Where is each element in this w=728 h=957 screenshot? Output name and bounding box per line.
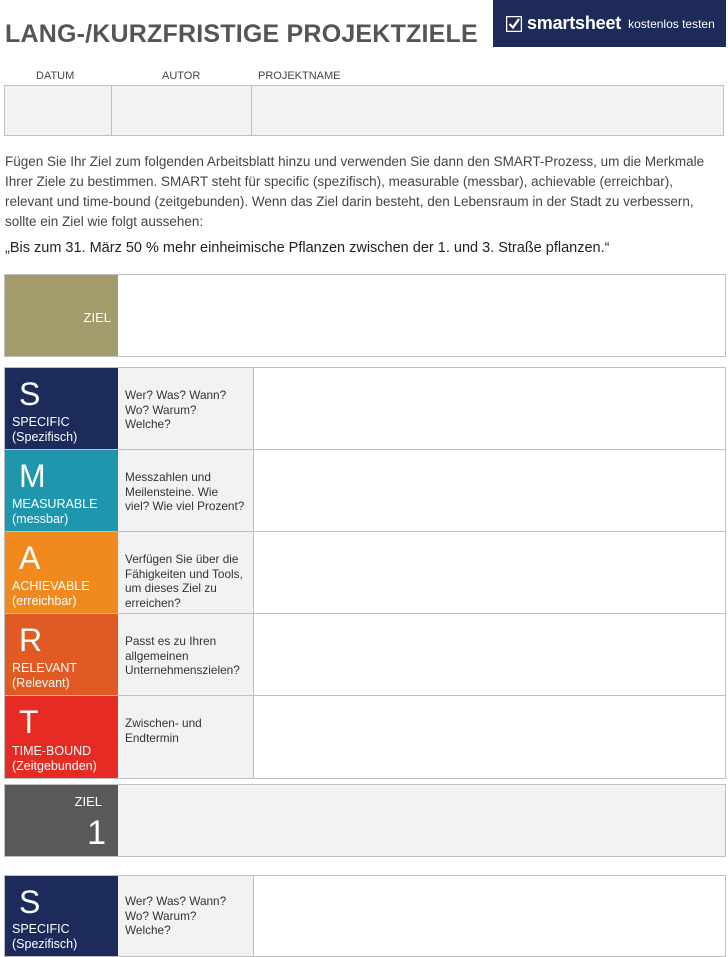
smart-row-measurable xyxy=(5,450,725,532)
word-t-main: TIME-BOUND xyxy=(12,744,92,758)
letter-s-2: S xyxy=(19,884,41,920)
answer-t[interactable] xyxy=(254,696,725,778)
word-r-sub: (Relevant) xyxy=(12,676,70,690)
goal-row xyxy=(4,274,726,357)
answer-a[interactable] xyxy=(254,532,725,613)
date-field[interactable] xyxy=(5,86,112,135)
prompt-m: Messzahlen und Meilensteine. Wie viel? Wie viel Prozent? xyxy=(118,450,254,531)
letter-cell-a xyxy=(5,532,118,613)
letter-cell-s xyxy=(5,368,118,449)
smart-row-specific-2 xyxy=(5,876,725,956)
word-r xyxy=(12,661,77,691)
letter-r: R xyxy=(19,622,43,658)
author-field[interactable] xyxy=(112,86,252,135)
smartsheet-logo-icon xyxy=(506,16,522,32)
smart-table-2 xyxy=(4,875,726,957)
word-a-sub: (erreichbar) xyxy=(12,594,77,608)
answer-s-2[interactable] xyxy=(254,876,725,956)
goal-label: ZIEL xyxy=(83,310,111,325)
smart-row-specific xyxy=(5,368,725,450)
word-m xyxy=(12,497,97,527)
word-t xyxy=(12,744,97,774)
smart-table xyxy=(4,367,726,779)
goal-1-label: ZIEL xyxy=(74,794,102,809)
word-s-sub: (Spezifisch) xyxy=(12,430,78,444)
banner-brand: smartsheet xyxy=(527,13,622,33)
word-a-main: ACHIEVABLE xyxy=(12,579,90,593)
prompt-t: Zwischen- und Endtermin xyxy=(118,696,254,778)
answer-r[interactable] xyxy=(254,614,725,695)
project-name-field[interactable] xyxy=(252,86,723,135)
goal-1-row xyxy=(4,784,726,857)
prompt-s-2: Wer? Was? Wann? Wo? Warum? Welche? xyxy=(118,876,254,956)
letter-t: T xyxy=(19,704,39,740)
smart-row-relevant xyxy=(5,614,725,696)
word-r-main: RELEVANT xyxy=(12,661,78,675)
prompt-r: Passt es zu Ihren allgemeinen Unternehmenszielen? xyxy=(118,614,254,695)
letter-m: M xyxy=(19,458,46,494)
prompt-s: Wer? Was? Wann? Wo? Warum? Welche? xyxy=(118,368,254,449)
goal-1-label-cell xyxy=(5,785,118,856)
letter-cell-t xyxy=(5,696,118,778)
word-s-2-main: SPECIFIC xyxy=(12,922,70,936)
intro-paragraph: Fügen Sie Ihr Ziel zum folgenden Arbeitsblatt hinzu und verwenden Sie dann den SMART-Prozess, um die Merkmale Ihrer Ziele zu bestimmen. SMART steht für specific (spezifisch), measurable (messbar), achievable (erreichbar), relevant und time-bound (zeitgebunden). Wenn das Ziel darin besteht, den Lebensraum in der Stadt zu verbessern, sollte ein Ziel wie folgt aussehen: xyxy=(5,154,705,229)
project-label: PROJEKTNAME xyxy=(258,70,341,82)
author-label: AUTOR xyxy=(162,70,201,82)
word-m-sub: (messbar) xyxy=(12,512,69,526)
date-label: DATUM xyxy=(36,70,75,82)
word-s xyxy=(12,415,77,445)
banner-cta[interactable]: kostenlos testen xyxy=(628,16,715,31)
smartsheet-banner[interactable] xyxy=(493,0,726,47)
letter-cell-m xyxy=(5,450,118,531)
letter-s: S xyxy=(19,376,41,412)
goal-1-number: 1 xyxy=(87,814,106,852)
page-title: LANG-/KURZFRISTIGE PROJEKTZIELE xyxy=(5,20,478,48)
word-s-2-sub: (Spezifisch) xyxy=(12,937,78,951)
word-a xyxy=(12,579,90,609)
answer-m[interactable] xyxy=(254,450,725,531)
letter-cell-s-2 xyxy=(5,876,118,956)
goal-input[interactable] xyxy=(118,275,725,356)
word-s-2 xyxy=(12,922,77,952)
example-goal: „Bis zum 31. März 50 % mehr einheimische Pflanzen zwischen der 1. und 3. Straße pflanzen.“ xyxy=(5,240,610,256)
word-t-sub: (Zeitgebunden) xyxy=(12,759,97,773)
word-m-main: MEASURABLE xyxy=(12,497,98,511)
smart-row-time-bound xyxy=(5,696,725,778)
meta-table xyxy=(4,85,724,136)
answer-s[interactable] xyxy=(254,368,725,449)
smart-row-achievable xyxy=(5,532,725,614)
goal-label-cell xyxy=(5,275,118,356)
goal-1-input[interactable] xyxy=(118,785,725,856)
letter-cell-r xyxy=(5,614,118,695)
word-s-main: SPECIFIC xyxy=(12,415,70,429)
letter-a: A xyxy=(19,540,41,576)
prompt-a: Verfügen Sie über die Fähigkeiten und Tools, um dieses Ziel zu erreichen? xyxy=(118,532,254,613)
